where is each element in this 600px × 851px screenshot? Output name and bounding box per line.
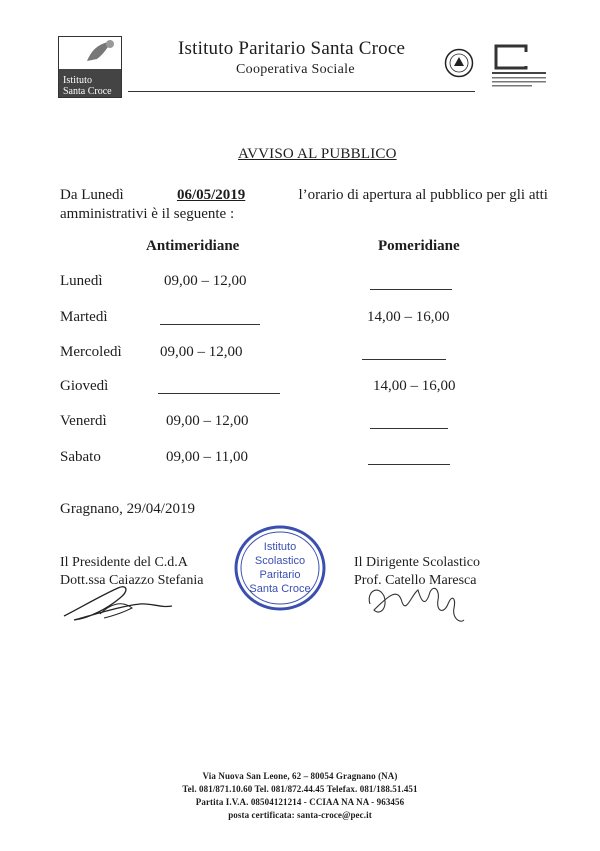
afternoon-hours: 14,00 – 16,00 bbox=[373, 378, 456, 394]
empty-slot-line bbox=[362, 359, 446, 360]
intro-date: 06/05/2019 bbox=[176, 187, 246, 203]
stamp-line-2: Scolastico bbox=[254, 555, 306, 567]
footer-vat: Partita I.V.A. 08504121214 - CCIAA NA NA - 963456 bbox=[195, 797, 405, 807]
school-stamp bbox=[232, 523, 328, 613]
day-label: Martedì bbox=[60, 309, 108, 325]
empty-slot-line bbox=[160, 324, 260, 325]
stamp-line-1: Istituto bbox=[263, 541, 297, 553]
day-label: Sabato bbox=[60, 449, 101, 465]
president-name: Dott.ssa Caiazzo Stefania bbox=[60, 573, 204, 588]
dove-icon bbox=[83, 37, 119, 67]
morning-hours: 09,00 – 12,00 bbox=[164, 273, 247, 289]
institute-subtitle: Cooperativa Sociale bbox=[236, 62, 355, 77]
stamp-line-3: Paritario bbox=[259, 569, 301, 581]
logo-text-line2: Santa Croce bbox=[63, 86, 112, 97]
logo-text-line1: Istituto bbox=[63, 75, 93, 86]
intro-rest: l’orario di apertura al pubblico per gli atti bbox=[298, 187, 548, 203]
director-signature bbox=[360, 574, 472, 628]
morning-hours: 09,00 – 12,00 bbox=[160, 344, 243, 360]
empty-slot-line bbox=[158, 393, 280, 394]
day-label: Lunedì bbox=[60, 273, 103, 289]
day-label: Venerdì bbox=[60, 413, 107, 429]
round-seal-icon bbox=[444, 48, 474, 78]
morning-hours: 09,00 – 12,00 bbox=[166, 413, 249, 429]
place-and-date: Gragnano, 29/04/2019 bbox=[60, 501, 195, 517]
empty-slot-line bbox=[370, 428, 448, 429]
day-label: Mercoledì bbox=[60, 344, 122, 360]
footer-phones: Tel. 081/871.10.60 Tel. 081/872.44.45 Telefax. 081/188.51.451 bbox=[182, 784, 418, 794]
notice-title: AVVISO AL PUBBLICO bbox=[238, 146, 397, 162]
director-name: Prof. Catello Maresca bbox=[354, 573, 477, 588]
president-role: Il Presidente del C.d.A bbox=[60, 555, 188, 570]
header-divider bbox=[128, 91, 475, 92]
empty-slot-line bbox=[370, 289, 452, 290]
day-label: Giovedì bbox=[60, 378, 109, 394]
school-logo bbox=[58, 36, 122, 98]
column-header-morning: Antimeridiane bbox=[146, 238, 240, 254]
footer-pec: posta certificata: santa-croce@pec.it bbox=[228, 810, 372, 820]
quality-certification-icon bbox=[490, 44, 548, 90]
president-signature bbox=[60, 578, 180, 622]
intro-line-1 bbox=[60, 187, 548, 204]
footer-address: Via Nuova San Leone, 62 – 80054 Gragnano (NA) bbox=[202, 771, 398, 781]
intro-line-2: amministrativi è il seguente : bbox=[60, 206, 235, 222]
director-role: Il Dirigente Scolastico bbox=[354, 555, 480, 570]
afternoon-hours: 14,00 – 16,00 bbox=[367, 309, 450, 325]
column-header-afternoon: Pomeridiane bbox=[378, 238, 460, 254]
stamp-line-4: Santa Croce bbox=[249, 583, 311, 595]
institute-title: Istituto Paritario Santa Croce bbox=[178, 38, 406, 59]
intro-start: Da Lunedì bbox=[60, 187, 124, 203]
morning-hours: 09,00 – 11,00 bbox=[166, 449, 248, 465]
empty-slot-line bbox=[368, 464, 450, 465]
